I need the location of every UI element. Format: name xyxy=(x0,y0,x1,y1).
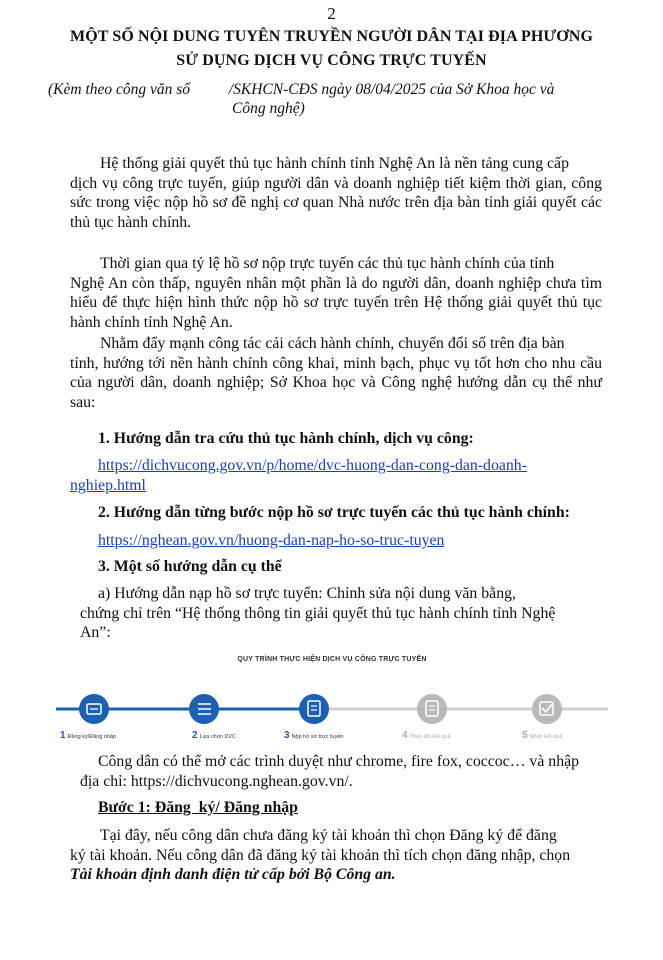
flow-step-4-node xyxy=(417,694,447,724)
item-a-line3: An”: xyxy=(80,624,111,641)
item-a-line2: chứng chỉ trên “Hệ thống thông tin giải quyết thủ tục hành chính tỉnh Nghệ xyxy=(80,604,556,622)
flow-step-2-label: 2 Lựa chọn DVC xyxy=(192,730,236,741)
link-submit-guide[interactable]: https://nghean.gov.vn/huong-dan-nap-ho-so-truc-tuyen xyxy=(98,532,445,549)
flow-step-5-node xyxy=(532,694,562,724)
process-flow-title: QUY TRÌNH THỰC HIỆN DỊCH VỤ CÔNG TRỰC TUYẾN xyxy=(237,656,427,663)
doc-title-line2: SỬ DỤNG DỊCH VỤ CÔNG TRỰC TUYẾN xyxy=(176,52,487,69)
paragraph-rate-first-line: Thời gian qua tỷ lệ hồ sơ nộp trực tuyến các thủ tục hành chính của tỉnh xyxy=(100,255,555,272)
paragraph-rate-rest: Nghệ An còn thấp, nguyên nhân một phần là do người dân, doanh nghiệp chưa tìm hiểu để thực hiện hình thức nộp hồ sơ trực tuyến trên Hệ thống giải quyết thủ tục hành chính tỉnh Nghệ An. xyxy=(70,274,602,331)
paragraph-rate xyxy=(70,254,602,332)
paragraph-intro-rest: dịch vụ công trực tuyến, giúp người dân và doanh nghiệp tiết kiệm thời gian, công sức trong việc nộp hồ sơ đề nghị cơ quan Nhà nước trên địa bàn tỉnh giải quyết các thủ tục hành chính. xyxy=(70,174,602,231)
paragraph-purpose-first-line: Nhằm đẩy mạnh công tác cải cách hành chính, chuyển đổi số trên địa bàn xyxy=(100,335,565,352)
flow-step-1-node xyxy=(79,694,109,724)
subtitle-line1: (Kèm theo công văn số /SKHCN-CĐS ngày 08/04/2025 của Sở Khoa học và xyxy=(48,81,555,98)
paragraph-login xyxy=(70,826,602,885)
flow-step-3-node xyxy=(299,694,329,724)
link-lookup-line1[interactable]: https://dichvucong.gov.vn/p/home/dvc-huong-dan-cong-dan-doanh- xyxy=(98,457,527,474)
paragraph-browser xyxy=(80,752,602,791)
heading-specific: 3. Một số hướng dẫn cụ thể xyxy=(98,558,282,575)
heading-lookup: 1. Hướng dẫn tra cứu thủ tục hành chính, dịch vụ công: xyxy=(98,430,474,447)
flow-step-3-label: 3 Nộp hồ sơ trực tuyến xyxy=(284,730,344,741)
item-a-line1: a) Hướng dẫn nạp hồ sơ trực tuyến: Chỉnh sửa nội dung văn bằng, xyxy=(98,585,516,602)
process-flow-figure xyxy=(52,654,612,744)
flow-step-2-node xyxy=(189,694,219,724)
link-lookup-line2[interactable]: nghiep.html xyxy=(70,477,146,494)
paragraph-login-bold: Tài khoản định danh điện tử cấp bởi Bộ Công an. xyxy=(70,866,396,883)
subtitle-line2: Công nghệ) xyxy=(232,100,305,117)
doc-title-line1: MỘT SỐ NỘI DUNG TUYÊN TRUYỀN NGƯỜI DÂN TẠI ĐỊA PHƯƠNG xyxy=(70,28,593,45)
paragraph-purpose-rest: tỉnh, hướng tới nền hành chính công khai, minh bạch, phục vụ tốt hơn cho nhu cầu của người dân, doanh nghiệp; Sở Khoa học và Công nghệ hướng dẫn cụ thể như sau: xyxy=(70,354,602,411)
paragraph-intro-first-line: Hệ thống giải quyết thủ tục hành chính tỉnh Nghệ An là nền tảng cung cấp xyxy=(100,155,569,172)
paragraph-purpose xyxy=(70,334,602,412)
item-a xyxy=(80,584,602,643)
flow-step-4-label: 4 Theo dõi kết quả xyxy=(402,730,451,741)
step1-heading: Bước 1: Đăng ký/ Đăng nhập xyxy=(98,799,298,816)
paragraph-browser-line1: Công dân có thể mở các trình duyệt như chrome, fire fox, coccoc… và nhập xyxy=(98,753,580,770)
paragraph-browser-line2: địa chỉ: https://dichvucong.nghean.gov.vn/. xyxy=(80,772,353,790)
paragraph-login-line2: ký tài khoản. Nếu công dân đã đăng ký tài khoản thì tích chọn đăng nhập, chọn xyxy=(70,846,571,864)
flow-step-5-label: 5 Nhận kết quả xyxy=(522,730,563,741)
paragraph-login-line1: Tại đây, nếu công dân chưa đăng ký tài khoản thì chọn Đăng ký để đăng xyxy=(100,827,557,844)
page-number: 2 xyxy=(327,4,336,23)
paragraph-intro xyxy=(70,154,602,232)
heading-submit: 2. Hướng dẫn từng bước nộp hồ sơ trực tuyến các thủ tục hành chính: xyxy=(98,504,570,521)
flow-step-1-label: 1 Đăng ký/Đăng nhập xyxy=(60,730,117,741)
